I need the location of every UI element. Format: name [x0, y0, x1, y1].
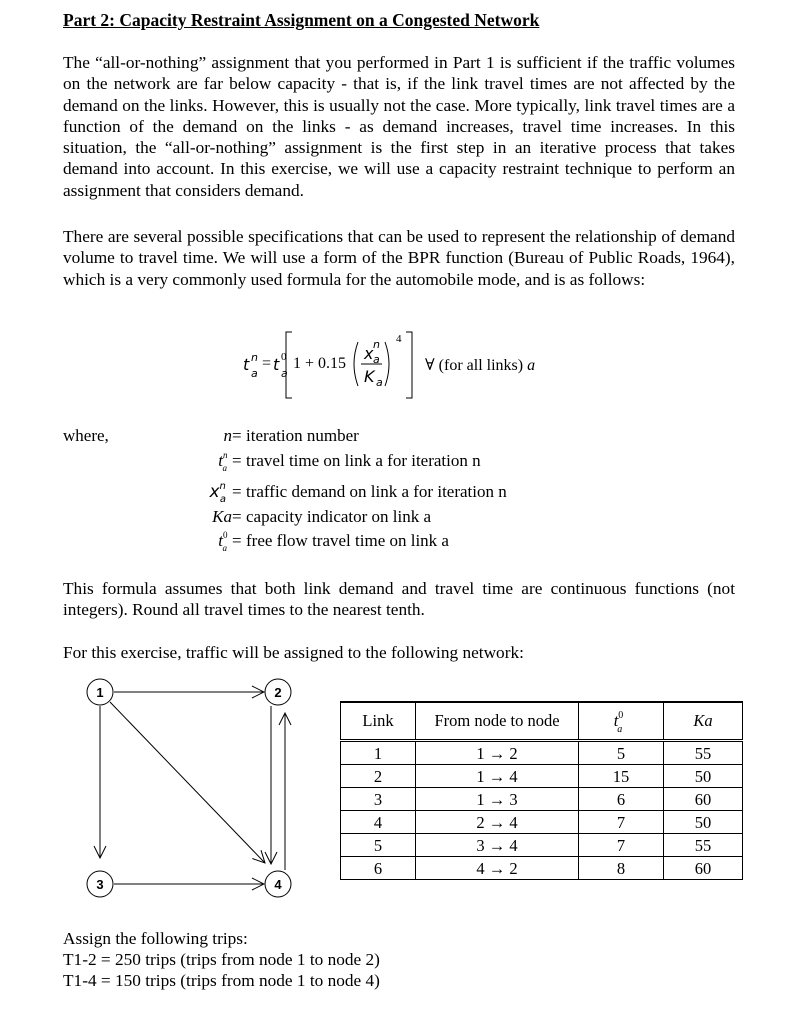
table-cell: 60: [664, 788, 743, 811]
table-cell: 55: [664, 741, 743, 765]
table-cell: 4 → 2: [416, 857, 579, 880]
def-sup-zero: 0: [223, 530, 228, 540]
def-sup-n: n: [219, 481, 226, 492]
def-sub-a: a: [219, 494, 226, 505]
table-header-row: [341, 702, 743, 741]
table-cell: 2: [341, 765, 416, 788]
formula-forall-text: ∀ (for all links): [425, 357, 524, 374]
formula-one-plus: 1 + 0.15: [293, 355, 347, 372]
def-eq: =: [232, 531, 242, 550]
trip-1: T1-2 = 250 trips (trips from node 1 to node 2): [63, 950, 380, 969]
table-cell: 6: [341, 857, 416, 880]
header-t0: [579, 702, 664, 741]
header-t-sub: a: [617, 724, 623, 735]
table-cell: 2 → 4: [416, 811, 579, 834]
def-text: traffic demand on link a for iteration n: [246, 482, 507, 501]
definitions-list: [0, 426, 790, 556]
link-1-4: [110, 702, 265, 863]
assumption-paragraph: This formula assumes that both link demand and travel time are continuous functions (not integers). Round all travel times to the nearest tenth.: [63, 579, 735, 620]
bpr-formula: [230, 330, 650, 402]
header-t-sup: 0: [618, 710, 624, 721]
link-table: [340, 701, 743, 880]
def-symbol-x: x: [209, 482, 220, 502]
table-cell: 7: [579, 811, 664, 834]
def-eq: =: [232, 482, 242, 501]
table-cell: 3 → 4: [416, 834, 579, 857]
table-cell: 1: [341, 741, 416, 765]
formula-n-sup-left: n: [251, 351, 258, 364]
header-from-to: From node to node: [416, 702, 579, 741]
table-cell: 4: [341, 811, 416, 834]
definition-row: [0, 426, 790, 448]
definition-row: [0, 482, 790, 504]
formula-x: x: [364, 344, 374, 363]
def-text: capacity indicator on link a: [246, 507, 432, 526]
def-symbol-t: t: [218, 451, 223, 470]
where-label: where,: [63, 426, 109, 445]
table-row: [341, 834, 743, 857]
table-body: [341, 741, 743, 880]
formula-power-four: 4: [396, 333, 402, 345]
def-sup-n: n: [223, 450, 228, 460]
table-row: [341, 857, 743, 880]
formula-K: K: [364, 367, 375, 386]
table-row: [341, 741, 743, 765]
table-cell: 8: [579, 857, 664, 880]
trip-2: T1-4 = 150 trips (trips from node 1 to node 4): [63, 971, 380, 990]
def-text: iteration number: [246, 426, 359, 445]
table-row: [341, 765, 743, 788]
page-title: Part 2: Capacity Restraint Assignment on a Congested Network: [63, 10, 540, 30]
def-symbol-Ka: Ka: [212, 507, 232, 526]
table-cell: 1 → 4: [416, 765, 579, 788]
header-t: t: [613, 711, 619, 730]
table-cell: 1 → 2: [416, 741, 579, 765]
def-text: travel time on link a for iteration n: [246, 451, 481, 470]
trip-line-1: [63, 949, 380, 970]
formula-a-sub-left: a: [251, 367, 258, 380]
table-row: [341, 788, 743, 811]
formula-K-a: a: [376, 376, 383, 389]
table-cell: 6: [579, 788, 664, 811]
table-cell: 3: [341, 788, 416, 811]
node-3-label: 3: [96, 877, 104, 892]
def-eq: =: [232, 426, 242, 445]
def-sub-a: a: [222, 543, 227, 553]
network-diagram: [70, 668, 310, 908]
header-link: Link: [341, 702, 416, 741]
formula-a-sub-zero: a: [281, 367, 288, 380]
header-Ka-text: Ka: [693, 711, 713, 730]
trip-line-2: [63, 970, 380, 991]
node-2-label: 2: [274, 685, 282, 700]
node-4-label: 4: [274, 877, 282, 892]
def-symbol-t: t: [218, 531, 223, 550]
assign-title: Assign the following trips:: [63, 929, 248, 948]
def-sub-a: a: [222, 463, 227, 473]
node-1-label: 1: [96, 685, 104, 700]
table-cell: 50: [664, 765, 743, 788]
formula-x-n: n: [373, 338, 380, 351]
table-cell: 1 → 3: [416, 788, 579, 811]
formula-t-left: t: [243, 355, 250, 374]
table-cell: 5: [341, 834, 416, 857]
formula-forall-a: a: [527, 357, 536, 374]
definition-row: [0, 507, 790, 529]
assign-block: [63, 928, 380, 991]
formula-t-zero: t: [273, 355, 280, 374]
def-symbol-xn: [190, 481, 232, 505]
table-cell: 5: [579, 741, 664, 765]
table-cell: 15: [579, 765, 664, 788]
table-cell: 55: [664, 834, 743, 857]
table-row: [341, 811, 743, 834]
def-text: free flow travel time on link a: [246, 531, 449, 550]
def-eq: =: [232, 451, 242, 470]
def-symbol-tn: [190, 451, 232, 471]
table-cell: 60: [664, 857, 743, 880]
table-cell: 50: [664, 811, 743, 834]
intro-paragraph: The “all-or-nothing” assignment that you performed in Part 1 is sufficient if the traffic volumes on the network are far below capacity - that is, if the link travel times are not affected by the demand on the links. However, this is usually not the case. More typically, link travel times are a function of the demand on the links - as demand increases, travel time increases. In this situation, the “all-or-nothing” assignment is the first step in an iterative process that takes demand into account. In this exercise, we will use a capacity restraint technique to perform an assignment that considers demand.: [63, 53, 735, 200]
def-symbol-n: n: [223, 426, 232, 445]
bpr-paragraph: There are several possible specifications that can be used to represent the relationship of demand volume to travel time. We will use a form of the BPR function (Bureau of Public Roads, 1964), which is a very commonly used formula for the automobile mode, and is as follows:: [63, 227, 735, 289]
header-Ka: [664, 702, 743, 741]
definition-row: [0, 451, 790, 473]
table-cell: 7: [579, 834, 664, 857]
formula-zero-sup: 0: [281, 351, 287, 363]
formula-x-a: a: [373, 353, 380, 366]
def-symbol-t0: [190, 531, 232, 551]
formula-equals: =: [262, 355, 272, 372]
definition-row: [0, 531, 790, 553]
network-intro: For this exercise, traffic will be assigned to the following network:: [63, 643, 524, 662]
def-eq: =: [232, 507, 242, 526]
formula-forall: [425, 355, 535, 375]
